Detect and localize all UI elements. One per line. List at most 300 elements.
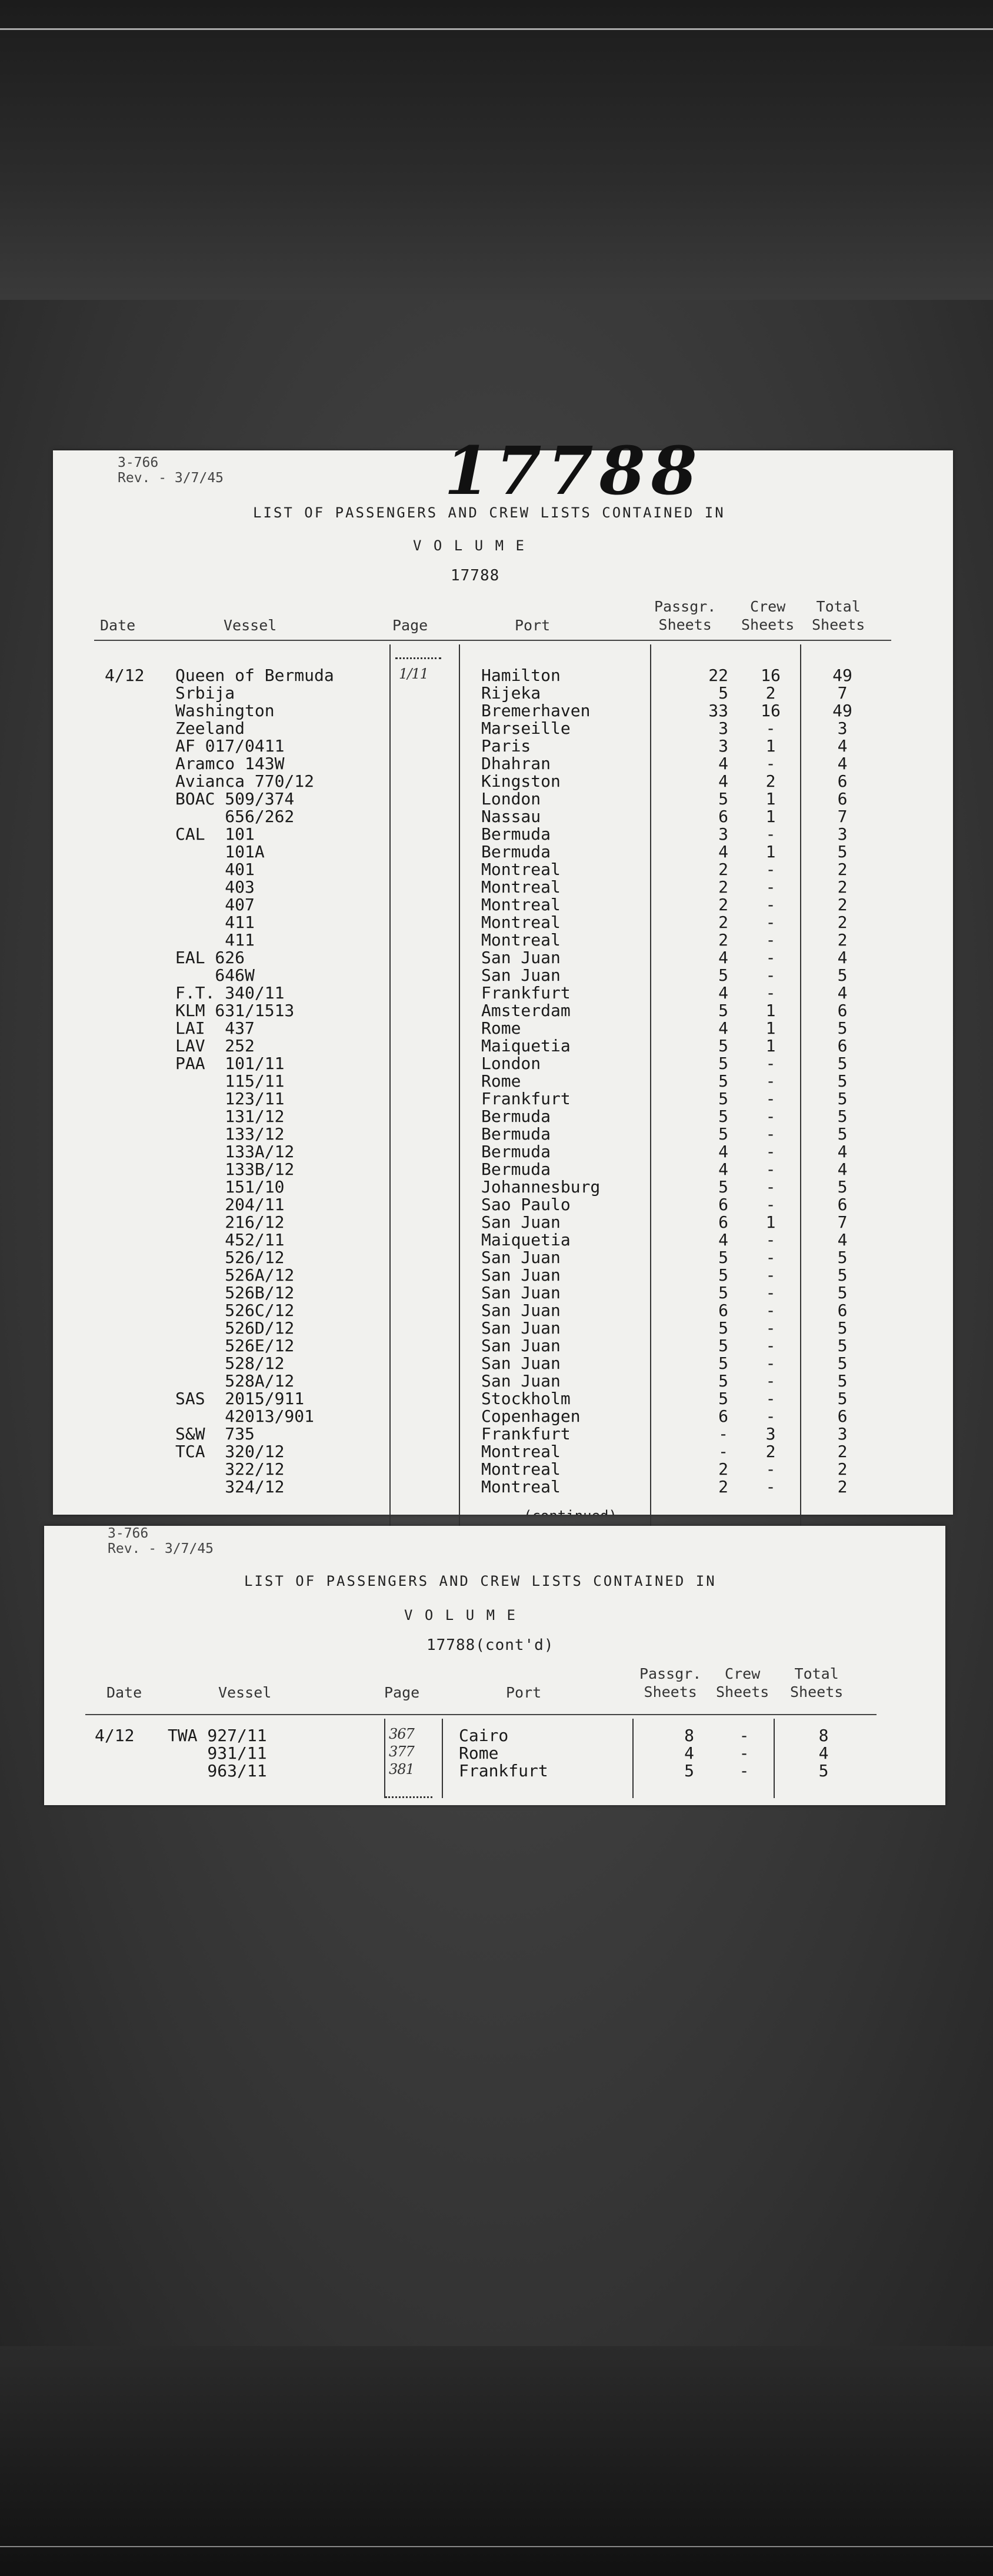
vessel-cell: 401	[175, 860, 255, 879]
port-cell: Frankfurt	[481, 1424, 571, 1444]
crew-sheets-cell: 16	[761, 701, 781, 720]
port-cell: San Juan	[481, 965, 561, 985]
vessel-cell: 204/11	[175, 1195, 285, 1214]
list-title: LIST OF PASSENGERS AND CREW LISTS CONTAINED IN	[253, 504, 725, 521]
crew-sheets-cell: 1	[765, 842, 776, 861]
header-total-line2: Sheets	[812, 616, 865, 634]
entry-date: 4/12	[105, 666, 145, 685]
total-sheets-cell: 5	[837, 842, 848, 861]
passenger-sheets-cell: -	[718, 1442, 728, 1461]
document-sheet-1	[53, 433, 953, 1515]
crew-sheets-cell: -	[765, 1371, 776, 1391]
crew-sheets-cell: -	[765, 1089, 776, 1108]
header-passenger-line2-2: Sheets	[644, 1683, 697, 1701]
total-sheets-cell: 49	[832, 666, 852, 685]
crew-sheets-cell: -	[765, 1160, 776, 1179]
crew-sheets-cell: -	[765, 1318, 776, 1338]
port-cell: Nassau	[481, 807, 541, 826]
crew-sheets-cell: -	[765, 1283, 776, 1302]
vessel-cell: EAL 626	[175, 948, 245, 967]
passenger-sheets-cell: 5	[718, 1389, 728, 1408]
header-passenger-line2: Sheets	[658, 616, 712, 634]
passenger-sheets-cell: 5	[718, 683, 728, 703]
passenger-sheets-cell: 4	[718, 754, 728, 773]
port-cell: San Juan	[481, 1283, 561, 1302]
vessel-cell: TCA 320/12	[175, 1442, 285, 1461]
port-cell: Montreal	[481, 895, 561, 914]
header-date-2: Date	[106, 1684, 142, 1701]
port-cell: San Juan	[481, 1248, 561, 1267]
port-cell: Copenhagen	[481, 1406, 581, 1426]
passenger-sheets-cell: 4	[718, 983, 728, 1003]
passenger-sheets-cell: 6	[718, 807, 728, 826]
header-total-line1-2: Total	[794, 1665, 839, 1682]
port-cell: San Juan	[481, 1354, 561, 1373]
total-sheets-cell: 5	[837, 1318, 848, 1338]
film-bottom-margin	[0, 2346, 993, 2576]
header-vessel-2: Vessel	[218, 1684, 272, 1701]
port-cell: Montreal	[481, 860, 561, 879]
total-sheets-cell: 7	[837, 683, 848, 703]
crew-sheets-cell: -	[765, 1389, 776, 1408]
total-sheets-cell: 2	[837, 860, 848, 879]
port-cell: San Juan	[481, 1371, 561, 1391]
total-sheets-cell: 2	[837, 1477, 848, 1496]
port-cell: Johannesburg	[481, 1177, 601, 1197]
header-port-2: Port	[506, 1684, 542, 1701]
port-cell: Bermuda	[481, 1107, 551, 1126]
total-sheets-cell: 6	[837, 771, 848, 791]
header-passenger-sheets	[654, 597, 716, 634]
port-cell: Rijeka	[481, 683, 541, 703]
port-cell: London	[481, 789, 541, 808]
vessel-cell: 528A/12	[175, 1371, 295, 1391]
crew-sheets-cell: -	[765, 965, 776, 985]
total-sheets-cell: 4	[837, 736, 848, 756]
passenger-sheets-cell: 22	[708, 666, 728, 685]
total-sheets-cell: 5	[837, 965, 848, 985]
vessel-cell: 123/11	[175, 1089, 285, 1108]
vessel-cell: 151/10	[175, 1177, 285, 1197]
vessel-cell: LAV 252	[175, 1036, 255, 1055]
vessel-cell: Zeeland	[175, 719, 245, 738]
crew-sheets-cell: 1	[765, 1212, 776, 1232]
passenger-sheets-cell: 6	[718, 1301, 728, 1320]
passenger-sheets-cell: 5	[718, 1054, 728, 1073]
port-cell: Bermuda	[481, 842, 551, 861]
crew-sheets-cell: 2	[765, 683, 776, 703]
crew-sheets-cell: 1	[765, 807, 776, 826]
port-cell: Montreal	[481, 877, 561, 897]
vessel-cell: 452/11	[175, 1230, 285, 1249]
column-rule-port-right	[650, 644, 651, 1526]
passenger-sheets-cell: 2	[718, 895, 728, 914]
port-cell: Maiquetia	[481, 1230, 571, 1249]
vessel-cell: 526D/12	[175, 1318, 295, 1338]
form-number-2: 3-766	[108, 1526, 149, 1541]
passenger-sheets-cell: 4	[718, 771, 728, 791]
header-total-line1: Total	[816, 598, 861, 615]
crew-sheets-cell: 1	[765, 736, 776, 756]
total-sheets-cell: 4	[837, 948, 848, 967]
port-cell: San Juan	[481, 1212, 561, 1232]
crew-sheets-cell: 2	[765, 771, 776, 791]
vessel-cell: Washington	[175, 701, 275, 720]
document-sheet-2	[44, 1526, 945, 1805]
crew-sheets-cell: -	[765, 719, 776, 738]
vessel-cell: 133B/12	[175, 1160, 295, 1179]
volume-label-2: V O L U M E	[404, 1607, 517, 1623]
total-sheets-cell: 4	[837, 983, 848, 1003]
crew-sheets-cell: -	[739, 1726, 749, 1745]
header-total-sheets	[812, 597, 865, 634]
port-cell: Bermuda	[481, 1160, 551, 1179]
total-sheets-cell: 2	[837, 1459, 848, 1479]
total-sheets-cell: 6	[837, 1301, 848, 1320]
passenger-sheets-cell: -	[718, 1424, 728, 1444]
crew-sheets-cell: -	[765, 1054, 776, 1073]
crew-sheets-cell: -	[765, 860, 776, 879]
crew-sheets-cell: -	[765, 930, 776, 950]
total-sheets-cell: 2	[837, 877, 848, 897]
crew-sheets-cell: -	[765, 1107, 776, 1126]
total-sheets-cell: 5	[837, 1248, 848, 1267]
crew-sheets-cell: 1	[765, 1018, 776, 1038]
port-cell: Sao Paulo	[481, 1195, 571, 1214]
header-crew-line1-2: Crew	[725, 1665, 761, 1682]
vessel-cell: Queen of Bermuda	[175, 666, 334, 685]
vessel-cell: 646W	[175, 965, 255, 985]
passenger-sheets-cell: 4	[684, 1743, 694, 1763]
vessel-cell: LAI 437	[175, 1018, 255, 1038]
vessel-cell: 526E/12	[175, 1336, 295, 1355]
total-sheets-cell: 5	[837, 1389, 848, 1408]
crew-sheets-cell: 2	[765, 1442, 776, 1461]
vessel-cell: 133/12	[175, 1124, 285, 1144]
crew-sheets-cell: -	[739, 1761, 749, 1780]
crew-sheets-cell: -	[765, 1406, 776, 1426]
form-number-stamp-2	[108, 1526, 214, 1557]
port-cell: Bermuda	[481, 1124, 551, 1144]
passenger-sheets-cell: 8	[684, 1726, 694, 1745]
port-cell: Bremerhaven	[481, 701, 591, 720]
port-cell: Dhahran	[481, 754, 551, 773]
total-sheets-cell: 5	[818, 1761, 829, 1780]
crew-sheets-cell: -	[765, 1177, 776, 1197]
crew-sheets-cell: -	[765, 1477, 776, 1496]
total-sheets-cell: 5	[837, 1124, 848, 1144]
passenger-sheets-cell: 5	[718, 965, 728, 985]
header-passenger-sheets-2	[639, 1665, 701, 1702]
header-page-2: Page	[384, 1684, 420, 1701]
crew-sheets-cell: -	[765, 1301, 776, 1320]
vessel-cell: F.T. 340/11	[175, 983, 285, 1003]
passenger-sheets-cell: 2	[718, 1459, 728, 1479]
film-top-margin	[0, 0, 993, 300]
vessel-cell: 322/12	[175, 1459, 285, 1479]
total-sheets-cell: 2	[837, 1442, 848, 1461]
port-cell: Montreal	[481, 1459, 561, 1479]
crew-sheets-cell: -	[765, 754, 776, 773]
total-sheets-cell: 8	[818, 1726, 829, 1745]
total-sheets-cell: 5	[837, 1018, 848, 1038]
crew-sheets-cell: -	[765, 824, 776, 844]
column-rule-port-right-2	[632, 1719, 634, 1798]
passenger-sheets-cell: 5	[718, 1336, 728, 1355]
port-cell: Frankfurt	[459, 1761, 548, 1780]
header-passenger-line1: Passgr.	[654, 598, 717, 615]
header-port: Port	[515, 617, 551, 634]
passenger-sheets-cell: 5	[718, 1371, 728, 1391]
vessel-cell: AF 017/0411	[175, 736, 285, 756]
port-cell: Marseille	[481, 719, 571, 738]
vessel-cell: 324/12	[175, 1477, 285, 1496]
crew-sheets-cell: -	[765, 1354, 776, 1373]
total-sheets-cell: 3	[837, 824, 848, 844]
header-crew-line2: Sheets	[741, 616, 795, 634]
port-cell: San Juan	[481, 948, 561, 967]
list-title-2: LIST OF PASSENGERS AND CREW LISTS CONTAINED IN	[244, 1573, 717, 1589]
vessel-cell: S&W 735	[175, 1424, 255, 1444]
total-sheets-cell: 4	[837, 1230, 848, 1249]
vessel-cell: BOAC 509/374	[175, 789, 295, 808]
port-cell: Montreal	[481, 930, 561, 950]
port-cell: Rome	[481, 1071, 521, 1091]
crew-sheets-cell: -	[765, 1230, 776, 1249]
vessel-cell: 411	[175, 930, 255, 950]
total-sheets-cell: 5	[837, 1371, 848, 1391]
column-rule-crew-right	[800, 644, 801, 1526]
total-sheets-cell: 6	[837, 1036, 848, 1055]
vessel-cell: 526A/12	[175, 1265, 295, 1285]
vessel-cell: 216/12	[175, 1212, 285, 1232]
header-crew-line2-2: Sheets	[716, 1683, 769, 1701]
passenger-sheets-cell: 5	[684, 1761, 694, 1780]
port-cell: Montreal	[481, 1477, 561, 1496]
vessel-cell: 101A	[175, 842, 265, 861]
crew-sheets-cell: -	[765, 877, 776, 897]
vessel-cell: 42013/901	[175, 1406, 315, 1426]
passenger-sheets-cell: 4	[718, 842, 728, 861]
total-sheets-cell: 7	[837, 1212, 848, 1232]
passenger-sheets-cell: 4	[718, 1230, 728, 1249]
total-sheets-cell: 5	[837, 1265, 848, 1285]
port-cell: San Juan	[481, 1318, 561, 1338]
column-rule-page-right	[459, 644, 460, 1526]
crew-sheets-cell: 3	[765, 1424, 776, 1444]
header-total-sheets-2	[790, 1665, 843, 1702]
crew-sheets-cell: -	[765, 1142, 776, 1161]
crew-sheets-cell: 1	[765, 789, 776, 808]
vessel-cell: 526/12	[175, 1248, 285, 1267]
column-rule-page-left	[389, 644, 391, 1526]
port-cell: San Juan	[481, 1301, 561, 1320]
crew-sheets-cell: -	[739, 1743, 749, 1763]
passenger-sheets-cell: 5	[718, 1001, 728, 1020]
total-sheets-cell: 5	[837, 1107, 848, 1126]
header-crew-sheets-2	[716, 1665, 769, 1702]
vessel-cell: 403	[175, 877, 255, 897]
passenger-sheets-cell: 2	[718, 913, 728, 932]
passenger-sheets-cell: 5	[718, 789, 728, 808]
crew-sheets-cell: -	[765, 1195, 776, 1214]
port-cell: London	[481, 1054, 541, 1073]
total-sheets-cell: 7	[837, 807, 848, 826]
crew-sheets-cell: -	[765, 1248, 776, 1267]
passenger-sheets-cell: 3	[718, 719, 728, 738]
film-edge-line	[0, 28, 993, 30]
vessel-cell: 133A/12	[175, 1142, 295, 1161]
column-rule-page-right-2	[442, 1719, 443, 1798]
vessel-cell: 526B/12	[175, 1283, 295, 1302]
passenger-sheets-cell: 4	[718, 1142, 728, 1161]
crew-sheets-cell: -	[765, 1265, 776, 1285]
total-sheets-cell: 5	[837, 1071, 848, 1091]
page-cell: 377	[389, 1743, 414, 1760]
total-sheets-cell: 2	[837, 930, 848, 950]
page-column-dots	[395, 657, 441, 660]
crew-sheets-cell: -	[765, 1124, 776, 1144]
crew-sheets-cell: -	[765, 1459, 776, 1479]
crew-sheets-cell: -	[765, 948, 776, 967]
port-cell: Rome	[459, 1743, 499, 1763]
port-cell: Frankfurt	[481, 1089, 571, 1108]
port-cell: Hamilton	[481, 666, 561, 685]
vessel-cell: CAL 101	[175, 824, 255, 844]
port-cell: Stockholm	[481, 1389, 571, 1408]
total-sheets-cell: 49	[832, 701, 852, 720]
port-cell: Cairo	[459, 1726, 509, 1745]
passenger-sheets-cell: 2	[718, 860, 728, 879]
crew-sheets-cell: -	[765, 1336, 776, 1355]
total-sheets-cell: 5	[837, 1283, 848, 1302]
page-cell: 367	[389, 1726, 414, 1742]
passenger-sheets-cell: 6	[718, 1212, 728, 1232]
volume-number: 17788	[451, 567, 500, 584]
header-page: Page	[392, 617, 428, 634]
header-vessel: Vessel	[224, 617, 277, 634]
crew-sheets-cell: 16	[761, 666, 781, 685]
total-sheets-cell: 3	[837, 719, 848, 738]
passenger-sheets-cell: 5	[718, 1089, 728, 1108]
passenger-sheets-cell: 5	[718, 1124, 728, 1144]
header-passenger-line1-2: Passgr.	[639, 1665, 702, 1682]
passenger-sheets-cell: 3	[718, 736, 728, 756]
total-sheets-cell: 2	[837, 895, 848, 914]
vessel-cell: 411	[175, 913, 255, 932]
vessel-cell: 963/11	[168, 1761, 267, 1780]
passenger-sheets-cell: 5	[718, 1354, 728, 1373]
total-sheets-cell: 4	[837, 754, 848, 773]
page-cell: 1/11	[399, 666, 428, 682]
port-cell: Bermuda	[481, 1142, 551, 1161]
page-cell: 381	[389, 1761, 414, 1778]
header-total-line2-2: Sheets	[790, 1683, 844, 1701]
form-number-stamp	[118, 455, 224, 486]
header-date: Date	[100, 617, 136, 634]
port-cell: Frankfurt	[481, 983, 571, 1003]
crew-sheets-cell: -	[765, 983, 776, 1003]
column-rule-crew-right-2	[774, 1719, 775, 1798]
port-cell: Paris	[481, 736, 531, 756]
passenger-sheets-cell: 3	[718, 824, 728, 844]
passenger-sheets-cell: 4	[718, 1018, 728, 1038]
port-cell: Kingston	[481, 771, 561, 791]
crew-sheets-cell: 1	[765, 1001, 776, 1020]
passenger-sheets-cell: 4	[718, 1160, 728, 1179]
passenger-sheets-cell: 5	[718, 1036, 728, 1055]
total-sheets-cell: 5	[837, 1336, 848, 1355]
vessel-cell: 131/12	[175, 1107, 285, 1126]
vessel-cell: 407	[175, 895, 255, 914]
port-cell: San Juan	[481, 1265, 561, 1285]
passenger-sheets-cell: 5	[718, 1318, 728, 1338]
port-cell: Amsterdam	[481, 1001, 571, 1020]
film-edge-line-bottom	[0, 2546, 993, 2547]
header-rule	[94, 640, 891, 641]
entry-date-2: 4/12	[95, 1726, 135, 1745]
passenger-sheets-cell: 2	[718, 1477, 728, 1496]
passenger-sheets-cell: 6	[718, 1406, 728, 1426]
passenger-sheets-cell: 4	[718, 948, 728, 967]
header-crew-sheets	[741, 597, 794, 634]
vessel-cell: 115/11	[175, 1071, 285, 1091]
volume-number-2: 17788(cont'd)	[426, 1636, 554, 1654]
total-sheets-cell: 6	[837, 789, 848, 808]
header-rule-2	[85, 1714, 877, 1715]
port-cell: San Juan	[481, 1336, 561, 1355]
crew-sheets-cell: 1	[765, 1036, 776, 1055]
revision-date-2: Rev. - 3/7/45	[108, 1541, 214, 1557]
passenger-sheets-cell: 6	[718, 1195, 728, 1214]
vessel-cell: Avianca 770/12	[175, 771, 315, 791]
passenger-sheets-cell: 5	[718, 1248, 728, 1267]
passenger-sheets-cell: 5	[718, 1177, 728, 1197]
total-sheets-cell: 5	[837, 1089, 848, 1108]
vessel-cell: TWA 927/11	[168, 1726, 267, 1745]
passenger-sheets-cell: 2	[718, 877, 728, 897]
passenger-sheets-cell: 5	[718, 1071, 728, 1091]
total-sheets-cell: 4	[837, 1142, 848, 1161]
crew-sheets-cell: -	[765, 1071, 776, 1091]
port-cell: Rome	[481, 1018, 521, 1038]
revision-date: Rev. - 3/7/45	[118, 470, 224, 486]
vessel-cell: 656/262	[175, 807, 295, 826]
header-crew-line1: Crew	[750, 598, 786, 615]
vessel-cell: PAA 101/11	[175, 1054, 285, 1073]
crew-sheets-cell: -	[765, 895, 776, 914]
vessel-cell: Srbija	[175, 683, 235, 703]
passenger-sheets-cell: 33	[708, 701, 728, 720]
crew-sheets-cell: -	[765, 913, 776, 932]
volume-label: V O L U M E	[413, 537, 526, 554]
total-sheets-cell: 4	[818, 1743, 829, 1763]
vessel-cell: Aramco 143W	[175, 754, 285, 773]
page-column-dots-2	[385, 1796, 432, 1799]
handwritten-volume-number: 17788	[444, 433, 703, 510]
vessel-cell: SAS 2015/911	[175, 1389, 305, 1408]
total-sheets-cell: 6	[837, 1001, 848, 1020]
total-sheets-cell: 4	[837, 1160, 848, 1179]
total-sheets-cell: 2	[837, 913, 848, 932]
total-sheets-cell: 5	[837, 1054, 848, 1073]
passenger-sheets-cell: 2	[718, 930, 728, 950]
vessel-cell: 526C/12	[175, 1301, 295, 1320]
port-cell: Montreal	[481, 1442, 561, 1461]
port-cell: Bermuda	[481, 824, 551, 844]
vessel-cell: 528/12	[175, 1354, 285, 1373]
port-cell: Montreal	[481, 913, 561, 932]
